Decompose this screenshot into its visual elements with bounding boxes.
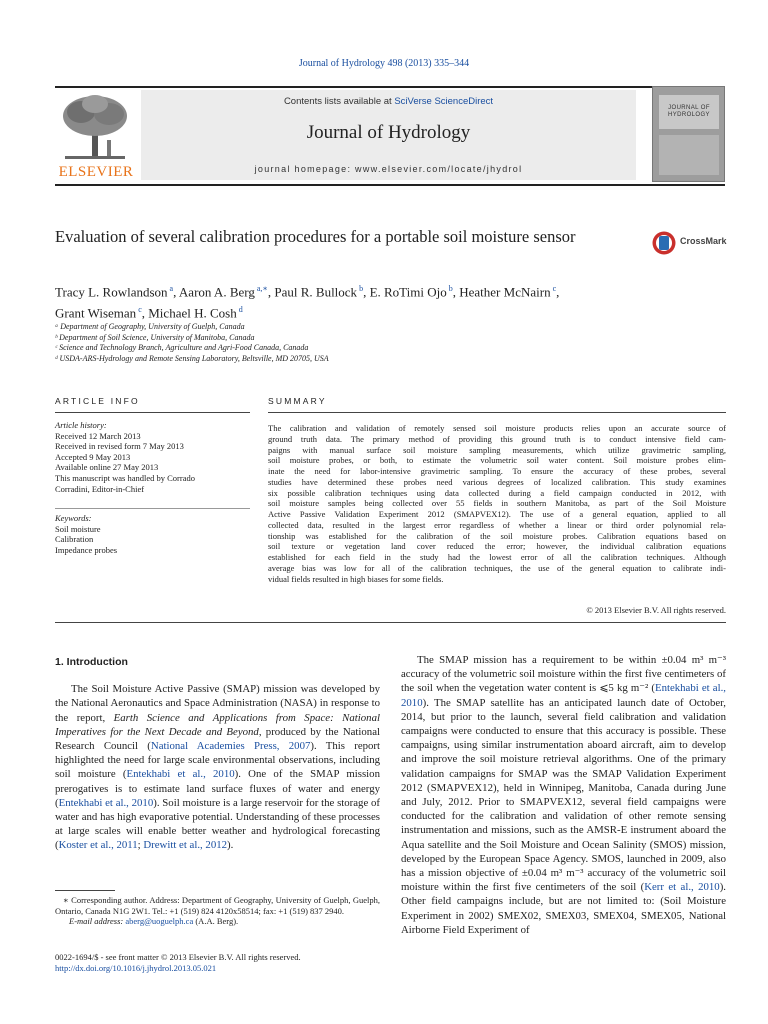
journal-title: Journal of Hydrology bbox=[306, 122, 471, 143]
article-info-divider bbox=[55, 508, 250, 509]
issn-line: 0022-1694/$ - see front matter © 2013 Elsevier B.V. All rights reserved. bbox=[55, 952, 301, 962]
author-name: Grant Wiseman bbox=[55, 305, 137, 321]
summary-rule-bottom bbox=[55, 622, 726, 623]
history-line: This manuscript was handled by Corrado bbox=[55, 472, 195, 483]
author-separator: , bbox=[141, 305, 149, 321]
affiliations bbox=[55, 322, 725, 364]
issn-block bbox=[55, 952, 380, 974]
abstract-line: established for each field in the study had the lowest error of all the calibration techniques. Although bbox=[268, 552, 726, 562]
keyword: Impedance probes bbox=[55, 544, 118, 555]
author-name: Paul R. Bullock bbox=[274, 284, 358, 300]
contents-line bbox=[141, 96, 636, 107]
crossmark-badge[interactable] bbox=[652, 228, 732, 260]
keywords-label: Keywords: bbox=[55, 513, 92, 523]
crossmark-icon bbox=[652, 231, 676, 255]
email-link[interactable]: aberg@uoguelph.ca bbox=[125, 916, 194, 927]
journal-reference[interactable] bbox=[0, 58, 768, 69]
journal-header bbox=[55, 86, 725, 186]
author-separator: , bbox=[556, 284, 560, 300]
body-text: ). Soil moisture is a large reservoir for the storage of water and has high evaporative potential. Understanding of these processes at large scales will enable better weather and hydrological forecasting ( bbox=[55, 796, 380, 852]
publisher-name: ELSEVIER bbox=[58, 164, 134, 180]
author-affiliation-marker[interactable]: d bbox=[236, 305, 243, 315]
affiliation-c: ᶜ Science and Technology Branch, Agriculture and Agri-Food Canada, Canada bbox=[55, 343, 309, 352]
header-banner bbox=[141, 90, 636, 180]
body-text: ). The SMAP satellite has an anticipated launch date of October, 2014, but prior to the launch, several field calibration and validation campaigns were conducted to ensure that this accuracy is possible. These campaigns, using similar instrumentation aboard aircraft, aim to develop and improve the soil moisture retrieval algorithms. One of the primary validation campaigns for SMAP was the SMAP Validation Experiment 2012 (SMAPVEX12), held in Winnipeg, Manitoba, Canada during June and July, 2012. Prior to SMAPVEX12, several field campaigns were conducted for the calibration and validation of other remote sensing instrumentation and missions, such as the AMSR-E instrument aboard the Aqua satellite and the Soil Moisture and Ocean Salinity (SMOS) mission, developed by the European Space Agency. SMOS, launched in 2009, also has a mission objective of ±0.04 m³ m⁻³ accuracy of the volumetric soil moisture within the first five centimeters of the soil ( bbox=[401, 696, 726, 894]
citation-link[interactable]: Kerr et al., 2010 bbox=[644, 881, 720, 894]
history-line: Corradini, Editor-in-Chief bbox=[55, 483, 145, 494]
body-text: ). This report highlighted the need for large scale environmental observations, including soil moisture ( bbox=[55, 740, 380, 781]
author-name: E. RoTimi Ojo bbox=[369, 284, 447, 300]
doi-link[interactable]: http://dx.doi.org/10.1016/j.jhydrol.2013.05.021 bbox=[55, 963, 217, 973]
abstract-line: average bias was low for all of the calibration techniques, the use of the general equation to calibrate indi- bbox=[268, 562, 726, 573]
author-separator: , bbox=[363, 284, 370, 300]
email-line bbox=[55, 916, 380, 927]
right-column bbox=[401, 653, 726, 937]
body-text: , produced by the National Research Council ( bbox=[55, 725, 380, 753]
article-history-label: Article history: bbox=[55, 420, 107, 430]
abstract-line: soil texture or vegetation land cover reduced the error; however, the individual calibration equations bbox=[268, 541, 726, 552]
article-history bbox=[55, 420, 250, 494]
cover-title: JOURNAL OF HYDROLOGY bbox=[668, 105, 710, 118]
abstract-line: soil moisture probes, or both, to estimate the volumetric soil water content. Soil moisture probes elim- bbox=[268, 455, 726, 466]
body-text: ; bbox=[137, 839, 144, 852]
abstract-line: collected data, resulted in the largest error regardless of whether a linear or third order polynomial rela- bbox=[268, 519, 726, 530]
citation-link[interactable]: Entekhabi et al., 2010 bbox=[126, 768, 235, 781]
body-text: ). bbox=[227, 839, 234, 852]
article-info-heading: ARTICLE INFO bbox=[55, 396, 140, 406]
abstract-line: Active Passive Validation Experiment 2012 (SMAPVEX12). The use of a general equation, applied to all bbox=[268, 509, 726, 519]
author-affiliation-marker[interactable]: b bbox=[357, 284, 364, 293]
email-label: E-mail address: bbox=[69, 916, 126, 927]
keyword: Soil moisture bbox=[55, 523, 101, 534]
intro-paragraph-2 bbox=[401, 653, 726, 937]
citation-link[interactable]: National Academies Press, 2007 bbox=[150, 740, 311, 753]
keywords bbox=[55, 513, 250, 555]
affiliation-d: ᵈ USDA-ARS-Hydrology and Remote Sensing Laboratory, Beltsville, MD 20705, USA bbox=[55, 353, 329, 363]
citation-link[interactable]: Drewitt et al., 2012 bbox=[143, 839, 228, 852]
report-title: Earth Science and Applications from Space: National Imperatives for the Next Decade and Beyond bbox=[55, 711, 380, 738]
journal-reference-link[interactable]: Journal of Hydrology 498 (2013) 335–344 bbox=[298, 58, 470, 69]
header-top-rule bbox=[55, 86, 725, 88]
history-line: Received 12 March 2013 bbox=[55, 430, 141, 441]
abstract-line: soil moisture samples being collected over 55 fields in southern Manitoba, as part of the Soil Moisture bbox=[268, 498, 726, 509]
affiliation-b: ᵇ Department of Soil Science, University of Manitoba, Canada bbox=[55, 332, 255, 342]
intro-paragraph-1 bbox=[55, 682, 380, 852]
author-name: Tracy L. Rowlandson bbox=[55, 284, 168, 300]
author-affiliation-marker[interactable]: b bbox=[446, 284, 453, 293]
author-separator: , bbox=[267, 284, 275, 300]
abstract-line: inate the need for labor-intensive gravimetric sampling. To ensure the accuracy of these probes, several bbox=[268, 466, 726, 476]
citation-link[interactable]: Entekhabi et al., 2010 bbox=[401, 682, 726, 709]
footnote-text: ∗ Corresponding author. Address: Department of Geography, University of Guelph, Guelph, Ontario, Canada N1G 2W1. Tel.: +1 (519) 824 4120x58514; fax: +1 (519) 837 2940. bbox=[55, 895, 380, 916]
author-affiliation-marker[interactable]: c bbox=[136, 305, 142, 315]
abstract-line: vidual fields resulted in high biases for some fields. bbox=[268, 573, 444, 584]
article-title: Evaluation of several calibration procedures for a portable soil moisture sensor bbox=[55, 227, 576, 246]
abstract-line: studies have determined these probes need various degrees of localized calibration. This study examines bbox=[268, 476, 726, 487]
body-text: ). One of the SMAP mission prerogatives is to estimate land surface fluxes of water and energy ( bbox=[55, 768, 380, 809]
footnote-rule bbox=[55, 890, 115, 891]
abstract-line: ground truth data. The primary method of providing this ground truth is to conduct intensive field cam- bbox=[268, 433, 726, 444]
author-affiliation-marker[interactable]: c bbox=[550, 284, 557, 293]
author-name: Michael H. Cosh bbox=[148, 305, 237, 321]
author-affiliation-marker[interactable]: a,∗ bbox=[254, 284, 268, 293]
author-affiliation-marker[interactable]: a bbox=[167, 284, 174, 293]
abstract-line: six possible calibration techniques using data collected during a field campaign conducted in 2012, with bbox=[268, 487, 726, 498]
history-line: Accepted 9 May 2013 bbox=[55, 451, 131, 462]
author-separator: , bbox=[452, 284, 460, 300]
abstract-text bbox=[268, 423, 726, 584]
contents-prefix: Contents lists available at bbox=[283, 96, 395, 107]
author-list bbox=[55, 280, 725, 323]
left-column bbox=[55, 655, 380, 853]
body-text: ). Other field campaigns include, but are not limited to: (Soil Moisture Experiment in 2002) SMEX02, SMEX03, SMEX04, SMEX05, National Airborne Field Experiment of bbox=[401, 881, 726, 936]
summary-heading: SUMMARY bbox=[268, 396, 327, 406]
author-separator: , bbox=[173, 284, 179, 300]
body-text: The Soil Moisture Active Passive (SMAP) mission was developed by the National Aeronautics and Space Administration (NASA) in response to the report, bbox=[55, 683, 380, 724]
elsevier-tree-logo bbox=[55, 92, 135, 162]
copyright-notice: © 2013 Elsevier B.V. All rights reserved. bbox=[586, 605, 726, 615]
author-name: Aaron A. Berg bbox=[178, 284, 255, 300]
author-name: Heather McNairn bbox=[459, 284, 551, 300]
history-line: Available online 27 May 2013 bbox=[55, 462, 159, 473]
citation-link[interactable]: Entekhabi et al., 2010 bbox=[58, 796, 154, 809]
keyword: Calibration bbox=[55, 534, 94, 545]
abstract-line: tionship was established for the calibration of the soil moisture probes. Calibration equations based on bbox=[268, 530, 726, 541]
journal-cover-image bbox=[652, 86, 725, 182]
section-heading-introduction: 1. Introduction bbox=[55, 656, 128, 668]
history-line: Received in revised form 7 May 2013 bbox=[55, 441, 184, 452]
email-suffix: (A.A. Berg). bbox=[193, 916, 239, 927]
crossmark-label: CrossMark bbox=[680, 236, 727, 246]
sciencedirect-link[interactable]: SciVerse ScienceDirect bbox=[394, 96, 494, 107]
cover-artwork bbox=[659, 135, 719, 175]
summary-rule-top bbox=[268, 412, 726, 413]
article-info-rule-top bbox=[55, 412, 250, 413]
affiliation-a: ᵃ Department of Geography, University of Guelph, Canada bbox=[55, 322, 245, 331]
abstract-line: The calibration and validation of remotely sensed soil moisture products relies upon an accurate source of bbox=[268, 423, 726, 433]
abstract-line: paigns with manual surface soil moisture sampling measurements, which utilize gravimetric sampling, bbox=[268, 444, 726, 455]
corresponding-author-footnote bbox=[55, 895, 380, 927]
header-bottom-rule bbox=[55, 184, 725, 186]
journal-homepage[interactable]: journal homepage: www.elsevier.com/locate/jhydrol bbox=[254, 164, 523, 174]
body-text: The SMAP mission has a requirement to be within ±0.04 m³ m⁻³ accuracy of the volumetric soil moisture within the first five centimeters of the soil when the vegetation water content is ⩽5 kg m⁻² ( bbox=[401, 654, 726, 695]
citation-link[interactable]: Koster et al., 2011 bbox=[58, 839, 138, 852]
